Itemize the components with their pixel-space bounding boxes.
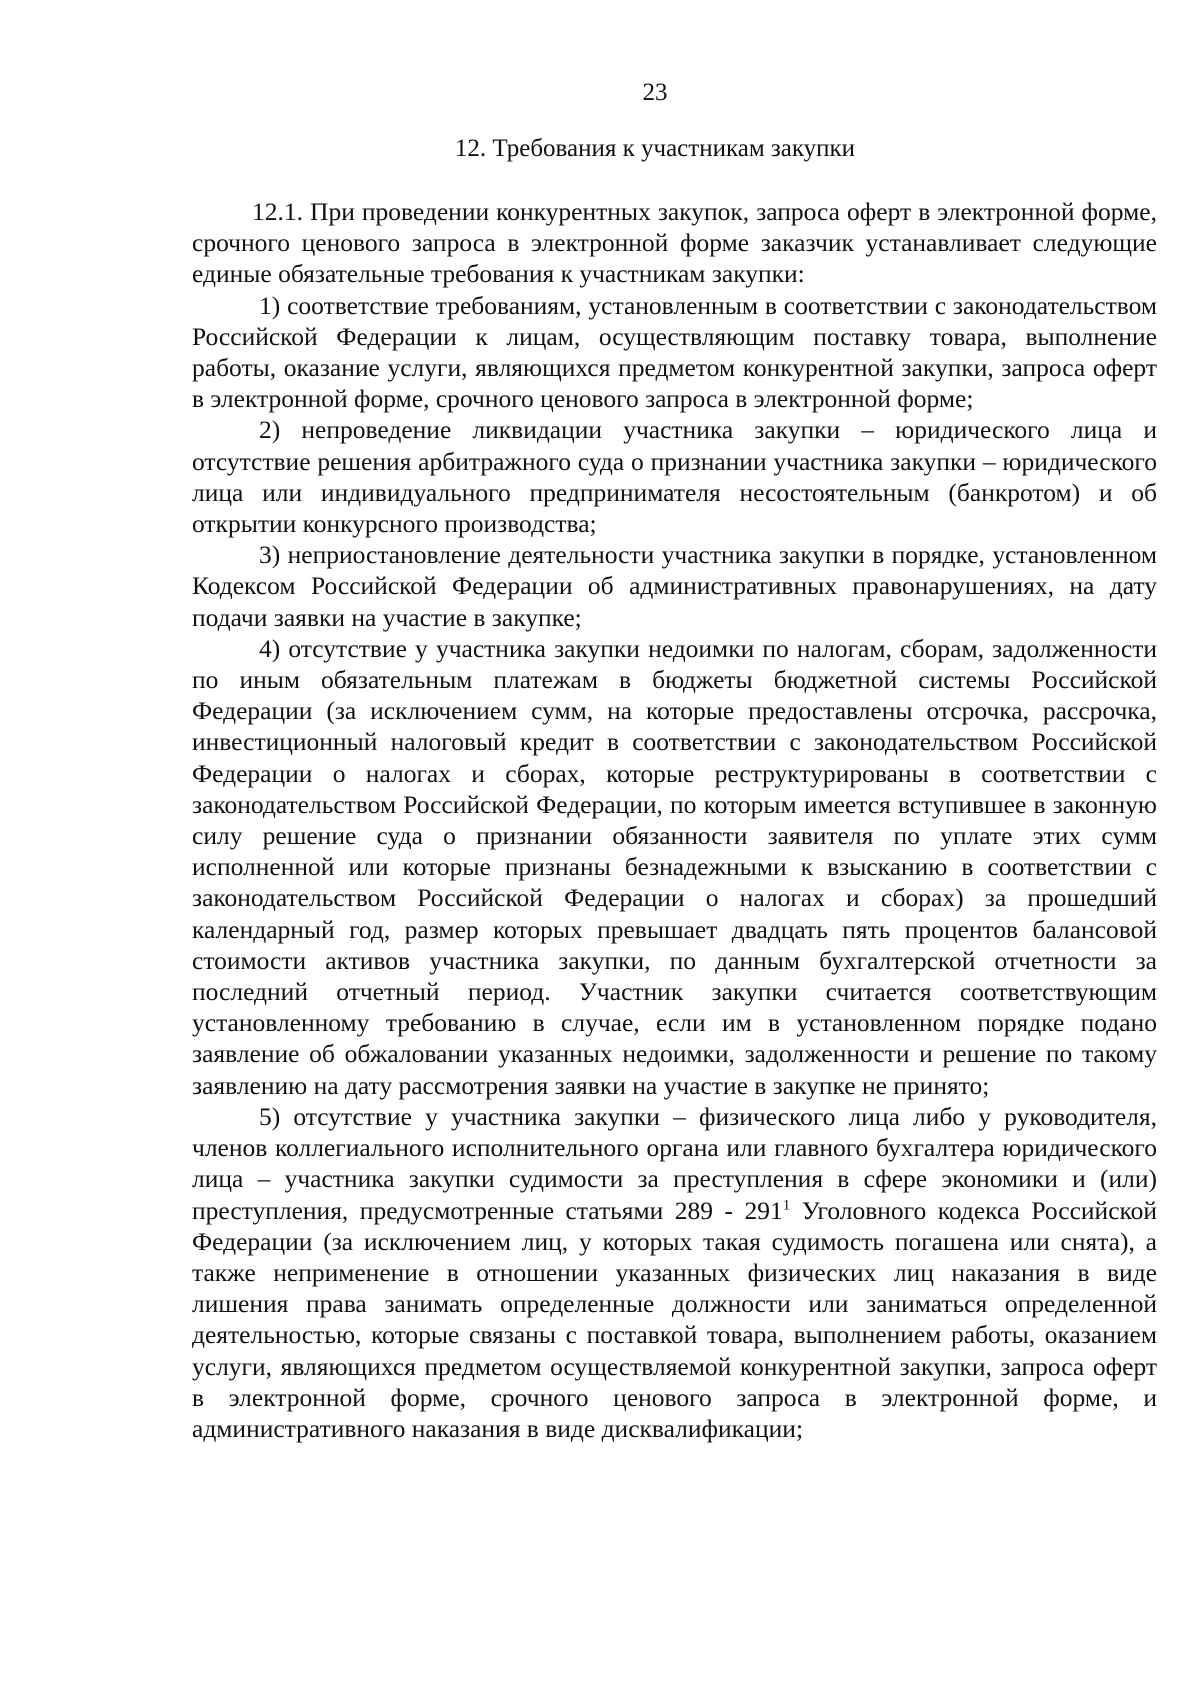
article-superscript: 1 [782, 1197, 791, 1213]
section-title: 12. Требования к участникам закупки [454, 135, 856, 162]
requirement-item-3: 3) неприостановление деятельности участника закупки в порядке, установленном Кодексом Российской Федерации об административных правонарушениях, на дату подачи заявки на участие в закупке; [192, 540, 1157, 632]
requirement-item-1: 1) соответствие требованиям, установленным в соответствии с законодательством Российской Федерации к лицам, осуществляющим поставку товара, выполнение работы, оказание услуги, являющихся предметом конкурентной закупки, запроса оферт в электронной форме, срочного ценового запроса в электронной форме; [192, 290, 1157, 414]
requirement-item-5 [192, 1101, 1157, 1444]
paragraph-12-1: 12.1. При проведении конкурентных закупок, запроса оферт в электронной форме, срочного ценового запроса в электронной форме заказчик устанавливает следующие единые обязательные требования к участникам закупки: [192, 197, 1157, 289]
requirement-item-5-text-start: 5) отсутствие у участника закупки – физического лица либо у руководителя, членов коллегиального исполнительного органа или главного бухгалтера юридического лица – участника закупки судимости за преступления в сфере экономики и (или) преступления, предусмотренные статьями 289 - 291 [192, 1101, 1157, 1225]
section-body [192, 196, 1157, 1444]
requirement-item-4: 4) отсутствие у участника закупки недоимки по налогам, сборам, задолженности по иным обязательным платежам в бюджеты бюджетной системы Российской Федерации (за исключением сумм, на которые предоставлены отсрочка, рассрочка, инвестиционный налоговый кредит в соответствии с законодательством Российской Федерации о налогах и сборах, которые реструктурированы в соответствии с законодательством Российской Федерации, по которым имеется вступившее в законную силу решение суда о признании обязанности заявителя по уплате этих сумм исполненной или которые признаны безнадежными к взысканию в соответствии с законодательством Российской Федерации о налогах и сборах) за прошедший календарный год, размер которых превышает двадцать пять процентов балансовой стоимости активов участника закупки, по данным бухгалтерской отчетности за последний отчетный период. Участник закупки считается соответствующим установленному требованию в случае, если им в установленном порядке подано заявление об обжаловании указанных недоимки, задолженности и решение по такому заявлению на дату рассмотрения заявки на участие в закупке не принято; [192, 633, 1157, 1100]
requirement-item-2: 2) непроведение ликвидации участника закупки – юридического лица и отсутствие решения арбитражного суда о признании участника закупки – юридического лица или индивидуального предпринимателя несостоятельным (банкротом) и об открытии конкурсного производства; [192, 415, 1157, 539]
requirement-item-5-text-end: Уголовного кодекса Российской Федерации (за исключением лиц, у которых такая судимость погашена или снята), а также неприменение в отношении указанных физических лиц наказания в виде лишения права занимать определенные должности или заниматься определенной деятельностью, которые связаны с поставкой товара, выполнением работы, оказанием услуги, являющихся предметом осуществляемой конкурентной закупки, запроса оферт в электронной форме, срочного ценового запроса в электронной форме, и административного наказания в виде дисквалификации; [192, 1195, 1157, 1443]
page-number: 23 [642, 79, 668, 106]
